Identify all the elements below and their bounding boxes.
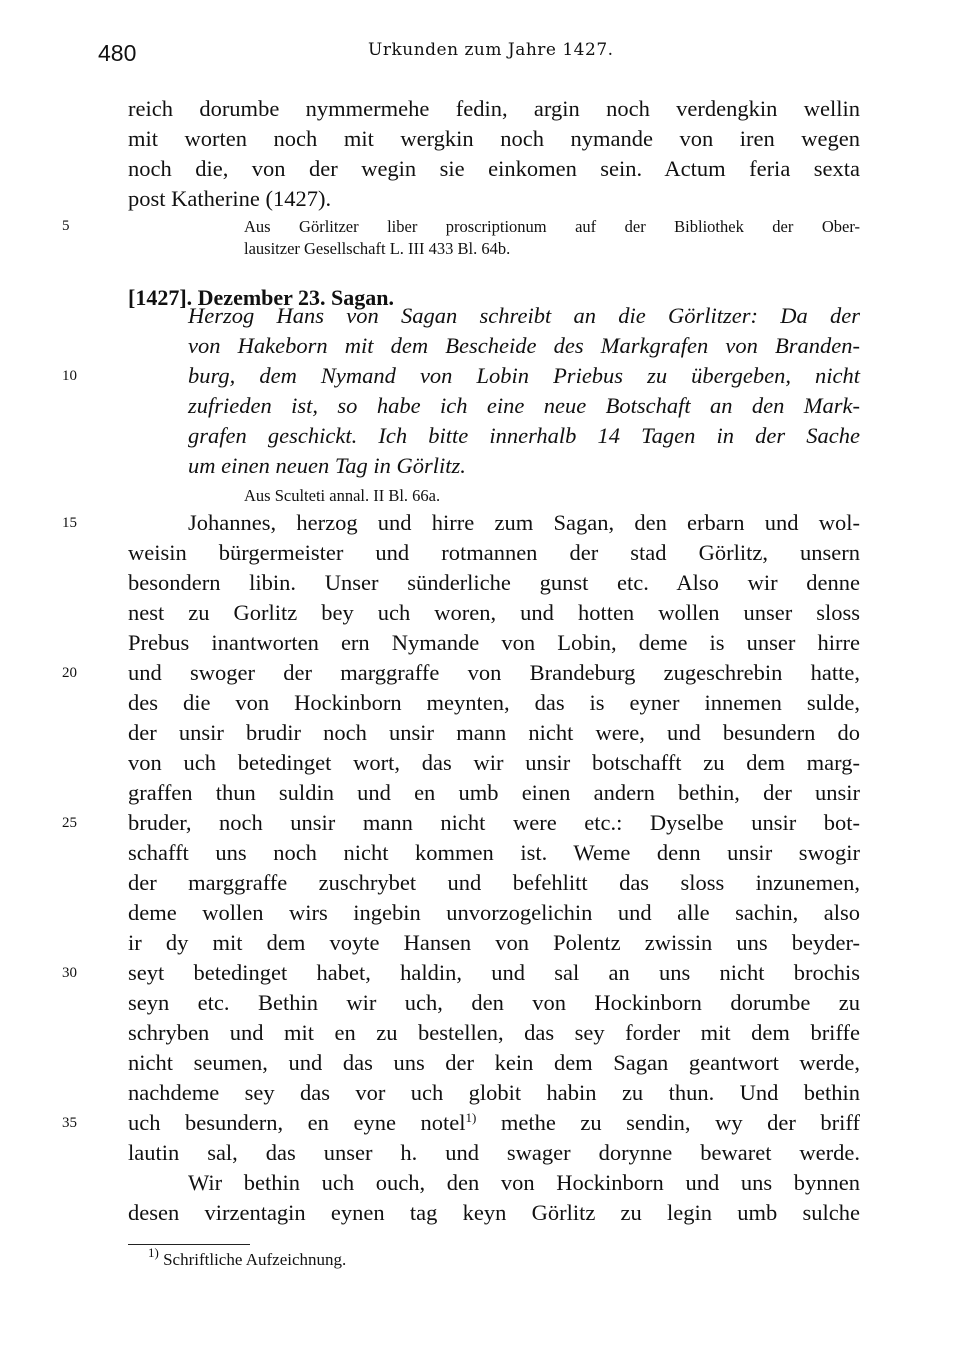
line-number: 15 bbox=[62, 515, 77, 531]
text-line: seyn etc. Bethin wir uch, den von Hockinborn dorumbe zu bbox=[128, 990, 860, 1015]
line-number: 35 bbox=[62, 1115, 77, 1131]
running-head: Urkunden zum Jahre 1427. bbox=[368, 40, 614, 60]
text-line: nest zu Gorlitz bey uch woren, und hotten wollen unser sloss bbox=[128, 600, 860, 625]
text-fragment: methe zu sendin, wy der briff bbox=[500, 1110, 860, 1135]
text-line: von uch betedinget wort, das wir unsir botschafft zu dem marg- bbox=[128, 750, 860, 775]
page-number: 480 bbox=[98, 40, 137, 66]
document-heading: [1427]. Dezember 23. Sagan. bbox=[128, 285, 394, 310]
regest-line: zufrieden ist, so habe ich eine neue Botschaft an den Mark- bbox=[188, 393, 860, 418]
text-line: nachdeme sey das vor uch globit habin zu thun. Und bethin bbox=[128, 1080, 860, 1105]
text-line: deme wollen wirs ingebin unvorzogelichin und alle sachin, also bbox=[128, 900, 860, 925]
text-line: besondern libin. Unser sünderliche gunst etc. Also wir denne bbox=[128, 570, 860, 595]
text-line: ir dy mit dem voyte Hansen von Polentz zwissin uns beyder- bbox=[128, 930, 860, 955]
text-line bbox=[128, 1108, 860, 1138]
text-line: weisin bürgermeister und rotmannen der stad Görlitz, unsern bbox=[128, 540, 860, 565]
text-line: lautin sal, das unser h. und swager dorynne bewaret werde. bbox=[128, 1140, 860, 1165]
source-note: Aus Sculteti annal. II Bl. 66a. bbox=[244, 486, 441, 505]
text-line: desen virzentagin eynen tag keyn Görlitz zu legin umb sulche bbox=[128, 1200, 860, 1225]
footnote bbox=[148, 1245, 347, 1270]
source-note: lausitzer Gesellschaft L. III 433 Bl. 64b. bbox=[244, 239, 511, 258]
line-number: 25 bbox=[62, 815, 77, 831]
text-line: seyt betedinget habet, haldin, und sal an uns nicht brochis bbox=[128, 960, 860, 985]
text-line: mit worten noch mit wergkin noch nymande von iren wegen bbox=[128, 126, 860, 151]
text-line: Prebus inantworten ern Nymande von Lobin, deme is unser hirre bbox=[128, 630, 860, 655]
line-number: 20 bbox=[62, 665, 77, 681]
text-line: nicht seumen, und das uns der kein dem Sagan geantwort werde, bbox=[128, 1050, 860, 1075]
line-number: 30 bbox=[62, 965, 77, 981]
text-line: schryben und mit en zu bestellen, das sey forder mit dem briffe bbox=[128, 1020, 860, 1045]
text-line: noch die, von der wegin sie einkomen sein. Actum feria sexta bbox=[128, 156, 860, 181]
regest-line: burg, dem Nymand von Lobin Priebus zu übergeben, nicht bbox=[188, 363, 860, 388]
text-line: der unsir brudir noch unsir mann nicht were, und besundern do bbox=[128, 720, 860, 745]
text-fragment: uch besundern, en eyne notel bbox=[128, 1110, 466, 1135]
line-number: 10 bbox=[62, 368, 77, 384]
text-line: Johannes, herzog und hirre zum Sagan, den erbarn und wol- bbox=[188, 510, 860, 535]
text-line: schafft uns noch nicht kommen ist. Weme denn unsir swogir bbox=[128, 840, 860, 865]
text-line: graffen thun suldin und en umb einen andern bethin, der unsir bbox=[128, 780, 860, 805]
text-line: bruder, noch unsir mann nicht were etc.: Dyselbe unsir bot- bbox=[128, 810, 860, 835]
footnote-marker: 1) bbox=[148, 1245, 159, 1260]
text-line: der marggraffe zuschrybet und befehlitt das sloss inzunemen, bbox=[128, 870, 860, 895]
regest-line: von Hakeborn mit dem Bescheide des Markgrafen von Branden- bbox=[188, 333, 860, 358]
text-line: post Katherine (1427). bbox=[128, 186, 332, 211]
regest-line: grafen geschickt. Ich bitte innerhalb 14 Tagen in der Sache bbox=[188, 423, 860, 448]
source-note: Aus Görlitzer liber proscriptionum auf der Bibliothek der Ober- bbox=[244, 217, 860, 236]
footnote-text: Schriftliche Aufzeichnung. bbox=[163, 1250, 347, 1269]
text-line: des die von Hockinborn meynten, das is eyner innemen sulde, bbox=[128, 690, 860, 715]
text-line: Wir bethin uch ouch, den von Hockinborn und uns bynnen bbox=[188, 1170, 860, 1195]
regest-line: um einen neuen Tag in Görlitz. bbox=[188, 453, 466, 478]
footnote-reference[interactable]: 1) bbox=[465, 1110, 477, 1125]
text-line: und swoger der marggraffe von Brandeburg zugeschrebin hatte, bbox=[128, 660, 860, 685]
page-header bbox=[98, 38, 860, 68]
text-line: reich dorumbe nymmermehe fedin, argin noch verdengkin wellin bbox=[128, 96, 860, 121]
regest-line: Herzog Hans von Sagan schreibt an die Görlitzer: Da der bbox=[188, 303, 860, 328]
line-number: 5 bbox=[62, 218, 70, 234]
footnote-rule bbox=[128, 1244, 250, 1245]
